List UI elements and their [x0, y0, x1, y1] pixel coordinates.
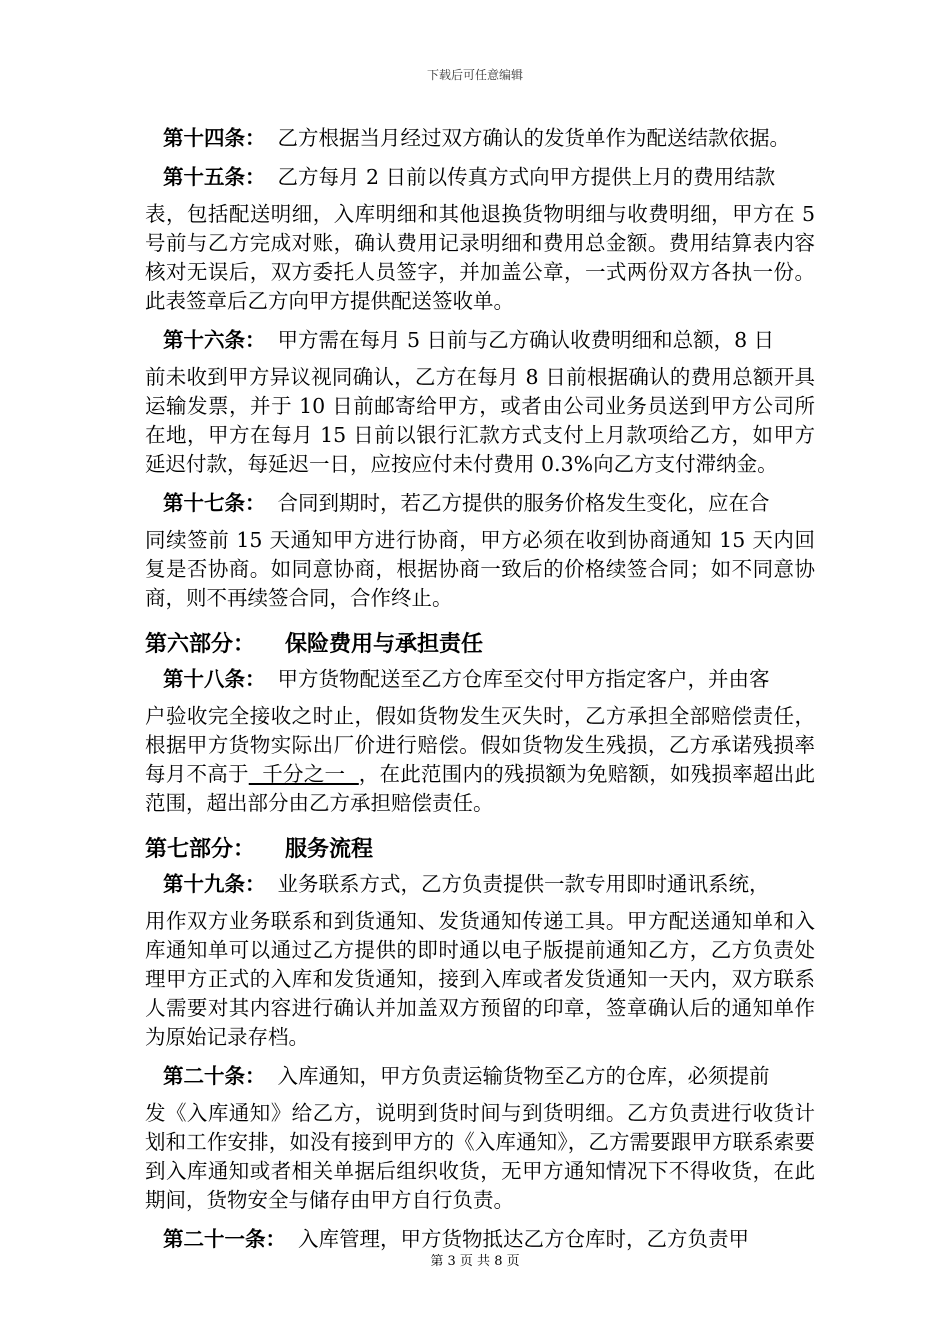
article-20 — [145, 1062, 815, 1215]
article-19 — [145, 870, 815, 1052]
section-number: 第六部分： — [145, 631, 256, 657]
article-body: 前未收到甲方异议视同确认，乙方在每月 8 日前根据确认的费用总额开具运输发票，并于 10 日前邮寄给甲方，或者由公司业务员送到甲方公司所在地，甲方在每月 15 日前以银行汇款方式支付上月款项给乙方，如甲方延迟付款，每延迟一日，应按应付未付费用 0.3%向乙方支付滞纳金。 — [145, 365, 815, 476]
article-first-line: 乙方根据当月经过双方确认的发货单作为配送结款依据。 — [277, 126, 790, 150]
page-header: 下载后可任意编辑 — [426, 68, 523, 82]
article-lead — [163, 665, 815, 694]
article-lead — [163, 870, 815, 899]
page-footer: 第 3 页 共 8 页 — [430, 1254, 520, 1269]
article-label: 第十八条： — [163, 667, 266, 691]
section-heading-6 — [145, 629, 815, 659]
article-label: 第二十条： — [163, 1064, 266, 1088]
section-heading-7 — [145, 834, 815, 864]
article-label: 第十七条： — [163, 491, 266, 515]
article-lead — [163, 124, 815, 153]
article-body: 用作双方业务联系和到货通知、发货通知传递工具。甲方配送通知单和入库通知单可以通过乙方提供的即时通以电子版提前通知乙方，乙方负责处理甲方正式的入库和发货通知，接到入库或者发货通知一天内，双方联系人需要对其内容进行确认并加盖双方预留的印章，签章确认后的通知单作为原始记录存档。 — [145, 909, 815, 1049]
article-first-line: 甲方需在每月 5 日前与乙方确认收费明细和总额，8 日 — [277, 328, 775, 352]
article-label: 第十五条： — [163, 165, 266, 189]
article-17 — [145, 489, 815, 613]
article-label: 第十六条： — [163, 328, 266, 352]
article-label: 第十九条： — [163, 872, 266, 896]
article-16 — [145, 326, 815, 479]
underlined-value: 千分之一 — [248, 762, 359, 786]
section-title: 保险费用与承担责任 — [285, 631, 484, 657]
article-14 — [145, 124, 815, 153]
article-first-line: 业务联系方式，乙方负责提供一款专用即时通讯系统， — [277, 872, 770, 896]
document-body — [145, 124, 815, 1264]
article-body: 发《入库通知》给乙方，说明到货时间与到货明细。乙方负责进行收货计划和工作安排，如没有接到甲方的《入库通知》，乙方需要跟甲方联系索要到入库通知或者相关单据后组织收货，无甲方通知情况下不得收货，在此期间，货物安全与储存由甲方自行负责。 — [145, 1101, 815, 1212]
article-label: 第二十一条： — [163, 1227, 286, 1251]
article-first-line: 甲方货物配送至乙方仓库至交付甲方指定客户，并由客 — [277, 667, 770, 691]
article-body: 同续签前 15 天通知甲方进行协商，甲方必须在收到协商通知 15 天内回复是否协商。如同意协商，根据协商一致后的价格续签合同；如不同意协商，则不再续签合同，合作终止。 — [145, 528, 815, 610]
article-first-line: 合同到期时，若乙方提供的服务价格发生变化，应在合 — [277, 491, 770, 515]
article-body: 表，包括配送明细，入库明细和其他退换货物明细与收费明细，甲方在 5 号前与乙方完成对账，确认费用记录明细和费用总金额。费用结算表内容核对无误后，双方委托人员签字，并加盖公章，一式两份双方各执一份。此表签章后乙方向甲方提供配送签收单。 — [145, 202, 815, 313]
article-first-line: 入库通知，甲方负责运输货物至乙方的仓库，必须提前 — [277, 1064, 770, 1088]
article-label: 第十四条： — [163, 126, 266, 150]
article-body-cont: ，在此范围内的残损额为免赔额，如残损率超出此范围，超出部分由乙方承担赔偿责任。 — [145, 762, 815, 815]
article-body: 户验收完全接收之时止，假如货物发生灭失时，乙方承担全部赔偿责任，根据甲方货物实际出厂价进行赔偿。假如货物发生残损，乙方承诺残损率每月不高于 — [145, 704, 815, 786]
article-lead — [163, 326, 815, 355]
article-lead — [163, 489, 815, 518]
article-18 — [145, 665, 815, 818]
section-title: 服务流程 — [285, 836, 374, 862]
article-first-line: 乙方每月 2 日前以传真方式向甲方提供上月的费用结款 — [277, 165, 776, 189]
article-first-line: 入库管理，甲方货物抵达乙方仓库时，乙方负责甲 — [298, 1227, 749, 1251]
article-lead — [163, 163, 815, 192]
article-lead — [163, 1062, 815, 1091]
article-15 — [145, 163, 815, 316]
section-number: 第七部分： — [145, 836, 256, 862]
